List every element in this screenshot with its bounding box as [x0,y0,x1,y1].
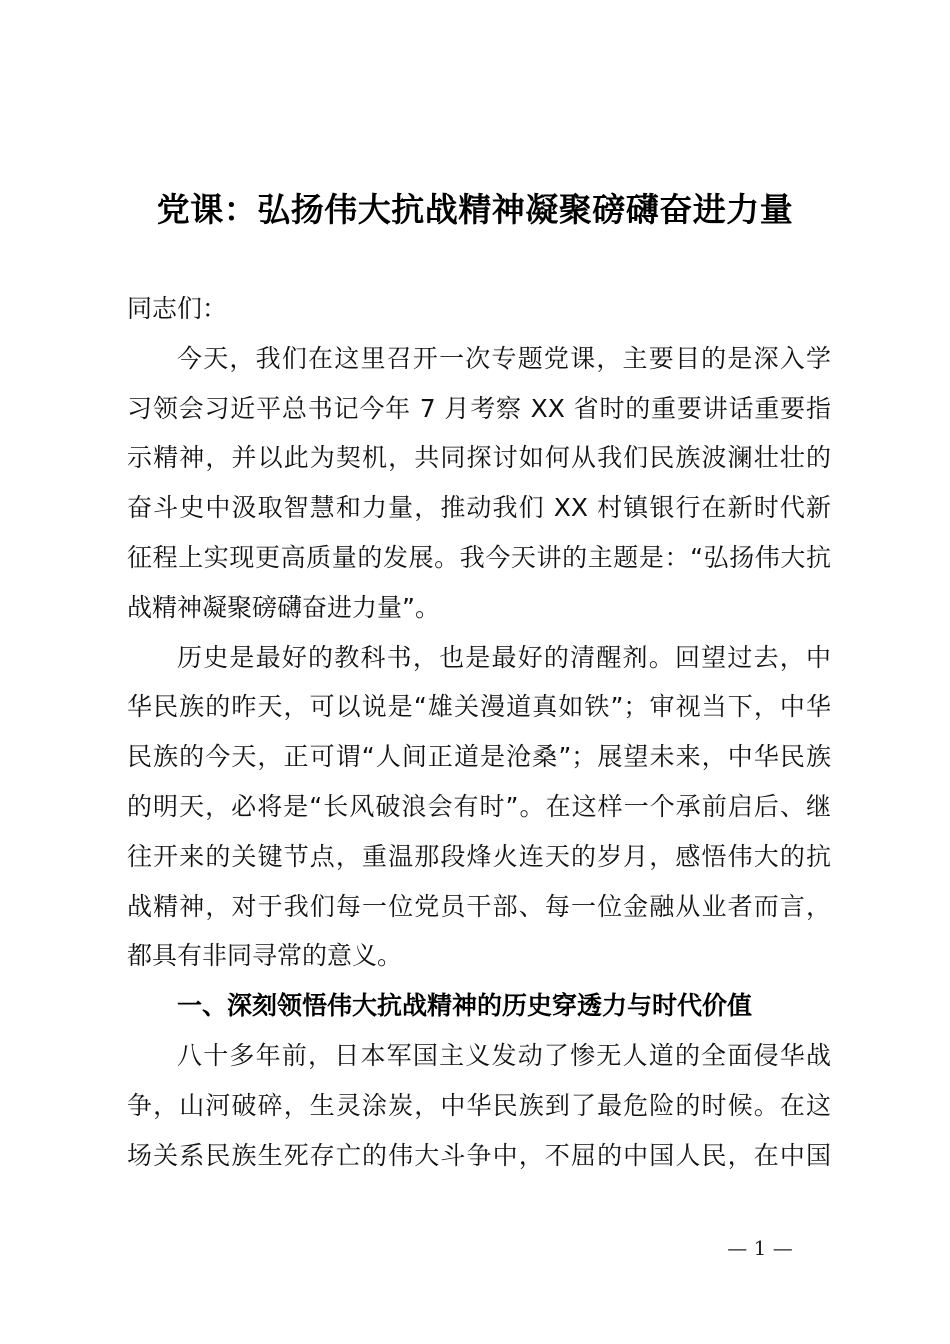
section-heading-1: 一、深刻领悟伟大抗战精神的历史穿透力与时代价值 [177,991,753,1021]
paragraph-1-line-4: 奋斗史中汲取智慧和力量，推动我们 XX 村镇银行在新时代新 [127,493,831,523]
paragraph-2-line-5: 往开来的关键节点，重温那段烽火连天的岁月，感悟伟大的抗 [127,841,831,871]
paragraph-1-line-2: 习领会习近平总书记今年 7 月考察 XX 省时的重要讲话重要指 [127,393,831,423]
page-number: — 1 — [727,1236,793,1260]
paragraph-2-line-2: 华民族的昨天，可以说是“雄关漫道真如铁”；审视当下，中华 [127,692,831,722]
paragraph-2-line-7: 都具有非同寻常的意义。 [127,941,403,971]
document-title: 党课：弘扬伟大抗战精神凝聚磅礴奋进力量 [156,190,794,229]
paragraph-1-line-6: 战精神凝聚磅礴奋进力量”。 [127,592,440,622]
paragraph-3-line-1: 八十多年前，日本军国主义发动了惨无人道的全面侵华战 [177,1040,831,1070]
paragraph-2-line-4: 的明天，必将是“长风破浪会有时”。在这样一个承前启后、继 [127,791,831,821]
paragraph-1-line-3: 示精神，并以此为契机，共同探讨如何从我们民族波澜壮壮的 [127,443,831,473]
paragraph-2-line-1: 历史是最好的教科书，也是最好的清醒剂。回望过去，中 [177,642,831,672]
paragraph-1-line-5: 征程上实现更高质量的发展。我今天讲的主题是：“弘扬伟大抗 [127,542,831,572]
paragraph-2-line-6: 战精神，对于我们每一位党员干部、每一位金融从业者而言， [127,891,831,921]
paragraph-3-line-2: 争，山河破碎，生灵涂炭，中华民族到了最危险的时候。在这 [127,1090,831,1120]
paragraph-1-line-1: 今天，我们在这里召开一次专题党课，主要目的是深入学 [177,343,831,373]
salutation: 同志们： [127,294,228,323]
paragraph-2-line-3: 民族的今天，正可谓“人间正道是沧桑”；展望未来，中华民族 [127,742,831,772]
document-body [127,284,831,1180]
paragraph-3-line-3: 场关系民族生死存亡的伟大斗争中，不屈的中国人民，在中国 [127,1140,831,1170]
